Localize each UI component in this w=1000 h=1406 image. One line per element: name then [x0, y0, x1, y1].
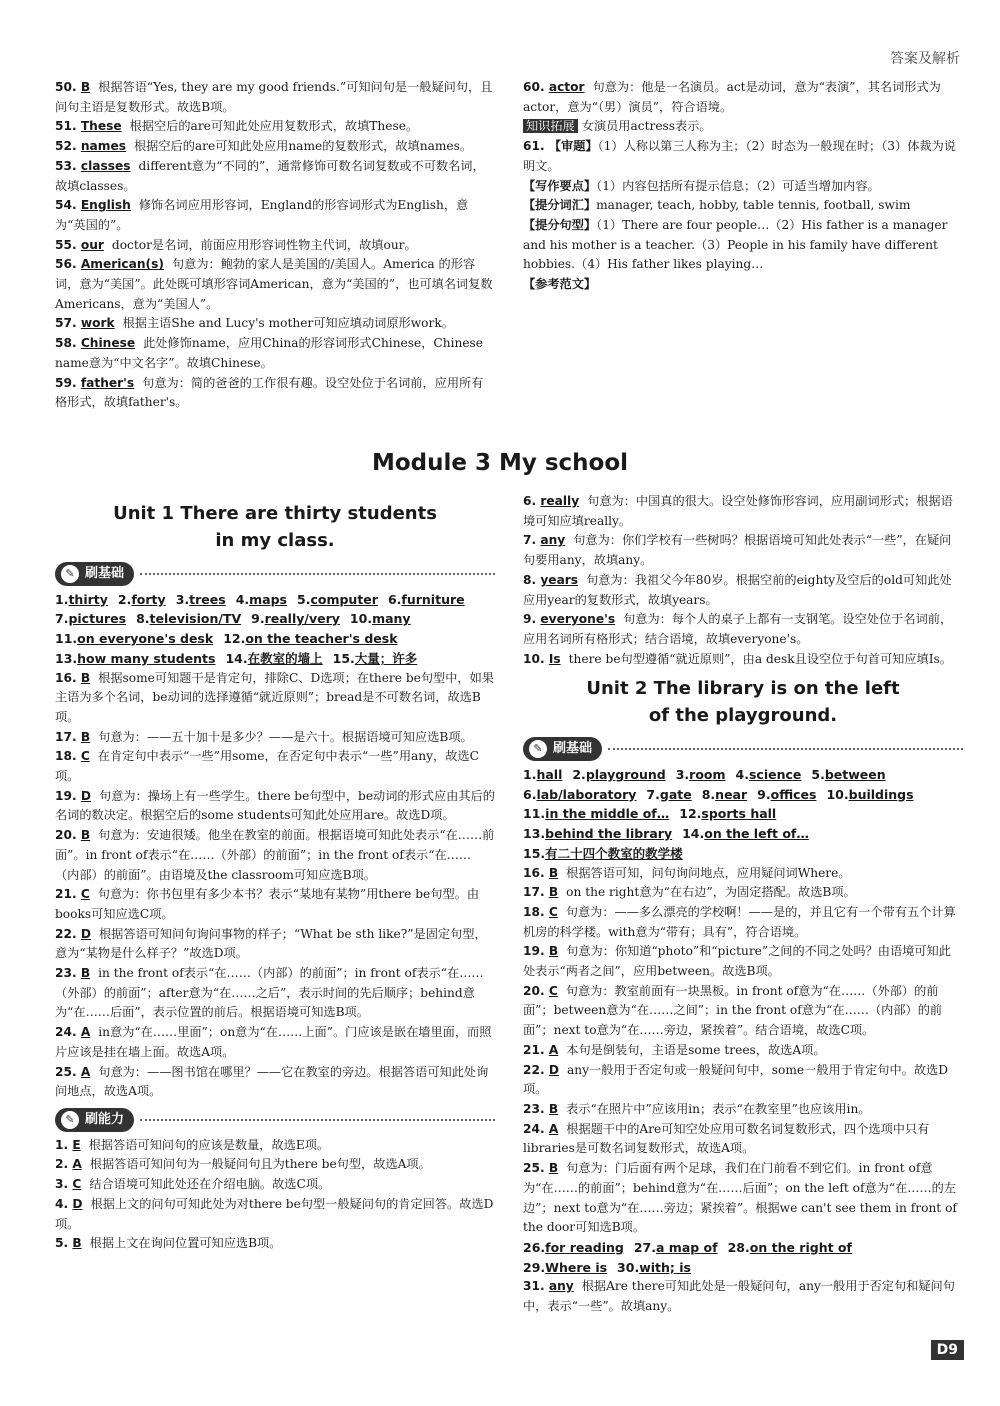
answer-key: B: [80, 966, 91, 981]
answer-item: [523, 1100, 963, 1120]
answer-item: [55, 1063, 495, 1102]
row-answer: 28.on the right of: [727, 1239, 852, 1255]
explanation: there be句型遵循“就近原则”，由a desk且设空位于句首可知应填Is。: [568, 651, 952, 666]
row-answer: 8.television/TV: [136, 611, 242, 627]
answer-key: B: [80, 80, 91, 94]
answer-item: [523, 650, 963, 670]
answer-item: [55, 669, 495, 728]
item-number: 1.: [55, 1137, 73, 1152]
row-answer: 1.hall: [523, 767, 563, 783]
explanation: 句意为：你知道“photo”和“picture”之间的不同之处吗？由语境可知此处表示“两者之间”，应用between。故选B项。: [523, 944, 951, 979]
row-answer: 3.trees: [175, 591, 226, 607]
item-number: 57.: [55, 316, 81, 331]
explanation: 句意为：我祖父今年80岁。根据空前的eighty及空后的old可知此处应用year的复数形式，故填years。: [523, 572, 952, 607]
answer-item: [55, 78, 495, 117]
knowledge-extension: 知识拓展 女演员用actress表示。: [523, 117, 963, 137]
item-number: 53.: [55, 158, 81, 173]
answer-key: B: [548, 944, 559, 959]
explanation: in意为“在……里面”；on意为“在……上面”。门应该是嵌在墙里面，而照片应该是挂在墙上面。故选A项。: [55, 1025, 492, 1059]
answer-key: work: [80, 316, 115, 331]
answer-key: These: [80, 119, 122, 134]
answer-key: years: [540, 572, 579, 587]
answer-item: [523, 883, 963, 903]
answer-key: B: [72, 1236, 82, 1251]
answer-key: Chinese: [80, 336, 136, 351]
answer-item: [523, 982, 963, 1041]
answer-item: [55, 314, 495, 334]
answer-key: B: [548, 1101, 559, 1116]
explanation: any一般用于否定句或一般疑问句中，some一般用于肯定句中。故选D项。: [523, 1062, 948, 1097]
pencil-icon: ✎: [529, 740, 547, 758]
explanation: different意为“不同的”，通常修饰可数名词复数或不可数名词，故填classes。: [55, 158, 485, 193]
item-number: 4.: [55, 1196, 73, 1211]
explanation: 句意为：门后面有两个足球，我们在门前看不到它们。in front of意为“在……的前面”；behind意为“在……后面”；on the left of意为“在……的左边”；next to意为“在……旁边；紧挨着”。根据we can't see them in front of the door可知选B项。: [523, 1161, 957, 1235]
explanation: 句意为：操场上有一些学生。there be句型中，be动词的形式应由其后的名词的数决定。根据空后的some students可知此处应用are。故选D项。: [55, 788, 495, 823]
row-answer: 30.with; is: [617, 1259, 691, 1275]
explanation: 句意为：简的爸爸的工作很有趣。设空处位于名词前，应用所有格形式，故填father's。: [55, 375, 484, 410]
answer-item: [55, 196, 495, 235]
item-number: 6.: [523, 494, 541, 508]
answer-key: B: [80, 828, 91, 843]
row-answer: 5.computer: [297, 591, 378, 607]
answer-row: [523, 844, 963, 864]
item-number: 17.: [523, 885, 549, 900]
row-answer: 10.buildings: [826, 786, 914, 802]
answer-item: [55, 157, 495, 196]
row-answer: 14.在教室的墙上: [225, 650, 323, 666]
explanation: 根据答语可知问句为一般疑问句且为there be句型，故选A项。: [89, 1157, 431, 1172]
item-number: 31.: [523, 1279, 549, 1294]
item-number: 18.: [55, 749, 81, 764]
writing-guide-item: 【提分词汇】manager, teach, hobby, table tennis, football, swim: [523, 198, 911, 213]
explanation: 根据上文的问句可知此处为对there be句型一般疑问句的肯定回答。故选D项。: [55, 1196, 494, 1231]
explanation: 根据主语She and Lucy's mother可知应填动词原形work。: [122, 316, 454, 331]
answer-key: B: [548, 865, 559, 880]
row-answer: 13.behind the library: [523, 826, 673, 842]
answer-row: [523, 1258, 963, 1278]
answer-key: B: [548, 1161, 559, 1176]
answer-row: [55, 609, 495, 629]
explanation: doctor是名词，前面应用形容词性物主代词，故填our。: [111, 237, 417, 252]
item-number: 52.: [55, 139, 81, 154]
answer-item: [55, 885, 495, 924]
item-number: 22.: [55, 926, 81, 941]
page-header: 答案及解析: [890, 51, 960, 67]
row-answer: 12.on the teacher's desk: [223, 631, 398, 647]
answer-item: [55, 1136, 495, 1156]
answer-row: [523, 804, 963, 824]
row-answer: 6.lab/laboratory: [523, 786, 637, 802]
pencil-icon: ✎: [61, 565, 79, 583]
answer-key: really: [540, 494, 580, 508]
right-top-column: [523, 78, 963, 295]
answer-item: [55, 334, 495, 373]
pencil-icon: ✎: [61, 1111, 79, 1129]
explanation: 在肯定句中表示“一些”用some，在否定句中表示“一些”用any，故选C项。: [55, 749, 479, 784]
unit1-left-column: [55, 494, 495, 1254]
answer-key: B: [548, 885, 559, 900]
answer-key: A: [72, 1157, 82, 1172]
answer-key: C: [80, 749, 90, 764]
item-number: 24.: [523, 1121, 549, 1136]
answer-key: C: [72, 1177, 82, 1192]
answer-item: [523, 1159, 963, 1238]
answer-item: [523, 1061, 963, 1100]
answer-item: [523, 492, 963, 531]
answer-item: [55, 1155, 495, 1175]
answer-key: any: [540, 533, 566, 548]
explanation: 根据空后的are可知此处应用name的复数形式，故填names。: [133, 139, 473, 154]
answer-item: [55, 747, 495, 786]
explanation: 句意为：他是一名演员。act是动词，意为“表演”，其名词形式为actor，意为“（男）演员”，符合语境。: [523, 80, 941, 114]
answer-item: [55, 964, 495, 1023]
item-number: 23.: [55, 966, 81, 981]
item-number: 8.: [523, 572, 541, 587]
answer-row: [55, 590, 495, 610]
answer-key: C: [548, 904, 558, 919]
answer-key: B: [80, 729, 91, 744]
item-number: 7.: [523, 533, 541, 548]
answer-item: [523, 571, 963, 610]
explanation: 句意为：每个人的桌子上都有一支钢笔。设空处位于名词前，应用名词所有格形式；结合语境，故填everyone's。: [523, 612, 953, 646]
row-answer: 3.room: [675, 767, 726, 783]
answer-item: [55, 826, 495, 885]
answer-key: our: [80, 237, 104, 252]
explanation: 根据题干中的Are可知空处应用可数名词复数形式，四个选项中只有libraries是可数名词复数形式，故选A项。: [523, 1121, 930, 1156]
answer-key: C: [80, 887, 90, 902]
row-answer: 10.many: [349, 611, 411, 627]
answer-item: [523, 942, 963, 981]
answer-key: any: [548, 1279, 574, 1294]
explanation: in the front of表示“在……（内部）的前面”；in front of表示“在……（外部）的前面”；after意为“在……之后”，表示时间的先后顺序；behind意为“在……后面”，表示位置的前后。根据语境可知选B项。: [55, 966, 484, 1020]
answer-item: [55, 1023, 495, 1062]
answer-item: [523, 903, 963, 942]
answer-key: D: [80, 926, 91, 941]
item-number: 22.: [523, 1062, 549, 1077]
answer-key: E: [72, 1137, 81, 1152]
item-number: 3.: [55, 1177, 73, 1192]
answer-key: father's: [80, 375, 135, 390]
item-number: 20.: [523, 983, 549, 998]
item-number: 18.: [523, 904, 549, 919]
row-answer: 4.maps: [235, 591, 287, 607]
answer-row: [523, 765, 963, 785]
explanation: on the right意为“在右边”，为固定搭配。故选B项。: [566, 885, 856, 900]
item-number: 55.: [55, 237, 81, 252]
row-answer: 2.playground: [572, 767, 666, 783]
answer-item: [55, 1175, 495, 1195]
answer-key: everyone's: [540, 612, 616, 627]
item-number: 21.: [523, 1042, 549, 1057]
row-answer: 7.pictures: [55, 611, 127, 627]
row-answer: 13.how many students: [55, 650, 216, 666]
answer-item: [55, 374, 495, 413]
explanation: 本句是倒装句，主语是some trees，故选A项。: [566, 1042, 826, 1057]
explanation: 句意为：——图书馆在哪里？——它在教室的旁边。根据答语可知此处询问地点，故选A项。: [55, 1064, 489, 1099]
section-heading: ✎ 刷能力: [55, 1108, 495, 1132]
row-answer: 2.forty: [117, 591, 166, 607]
explanation: 根据Are there可知此处是一般疑问句，any一般用于否定句和疑问句中，表示“一些”。故填any。: [523, 1279, 955, 1314]
item-number: 19.: [55, 788, 81, 803]
answer-key: American(s): [80, 257, 164, 272]
explanation: 结合语境可知此处还在介绍电脑。故选C项。: [89, 1177, 331, 1192]
explanation: 句意为：——五十加十是多少？——是六十。根据语境可知应选B项。: [98, 729, 473, 744]
unit1-unit2-right-column: [523, 492, 963, 1317]
answer-item: [523, 1277, 963, 1316]
explanation: 句意为：中国真的很大。设空处修饰形容词，应用副词形式；根据语境可知应填really。: [523, 494, 953, 528]
row-answer: 15.有二十四个教室的教学楼: [523, 845, 683, 861]
item-number: 24.: [55, 1025, 81, 1040]
unit-title: Unit 1 There are thirty students in my class.: [113, 503, 437, 551]
answer-key: names: [80, 139, 126, 154]
answer-key: D: [72, 1196, 83, 1211]
row-answer: 29.Where is: [523, 1259, 608, 1275]
row-answer: 4.science: [735, 767, 802, 783]
unit-title: Unit 2 The library is on the left of the playground.: [586, 678, 900, 727]
answer-item: [523, 78, 963, 117]
row-answer: 15.大量；许多: [332, 650, 418, 666]
answer-key: A: [548, 1042, 559, 1057]
explanation: 句意为：你们学校有一些树吗？根据语境可知此处表示“一些”，在疑问句要用any，故填any。: [523, 533, 952, 568]
row-answer: 7.gate: [646, 786, 692, 802]
item-number: 19.: [523, 944, 549, 959]
explanation: 句意为：你书包里有多少本书？表示“某地有某物”用there be句型。由books可知应选C项。: [55, 887, 480, 921]
item-number: 54.: [55, 198, 81, 213]
explanation: 根据some可知题干是肯定句，排除C、D选项；在there be句型中，如果主语为多个名词，be动词的选择遵循“就近原则”；bread是不可数名词，故选B项。: [55, 670, 494, 724]
explanation: 根据答语可知问句的应该是数量，故选E项。: [88, 1137, 330, 1152]
section-heading: ✎ 刷基础: [55, 562, 495, 586]
row-answer: 27.a map of: [633, 1239, 718, 1255]
row-answer: 9.offices: [757, 786, 817, 802]
left-top-column: [55, 78, 495, 413]
item-number: 23.: [523, 1101, 549, 1116]
answer-item: [55, 255, 495, 314]
answer-row: [523, 1238, 963, 1258]
item-number: 9.: [523, 612, 541, 627]
answer-item: [55, 1195, 495, 1234]
module-title: Module 3 My school: [371, 450, 629, 476]
answer-key: C: [548, 983, 558, 998]
answer-key: B: [80, 670, 91, 685]
item-number: 10.: [523, 651, 549, 666]
page-number: D9: [931, 1340, 964, 1360]
item-number: 20.: [55, 828, 81, 843]
row-answer: 5.between: [811, 767, 886, 783]
answer-item: [523, 1041, 963, 1061]
answer-item: [523, 531, 963, 570]
answer-item: [55, 787, 495, 826]
explanation: 根据答语可知问句询问事物的样子；“What be sth like?”是固定句型，意为“某物是什么样子？”故选D项。: [55, 926, 487, 961]
row-answer: 11.in the middle of…: [523, 806, 670, 822]
row-answer: 14.on the left of…: [682, 826, 809, 842]
item-number: 56.: [55, 257, 81, 272]
row-answer: 1.thirty: [55, 591, 108, 607]
answer-key: Is: [548, 651, 561, 666]
answer-item: [55, 236, 495, 256]
explanation: 此处修饰name，应用China的形容词形式Chinese，Chinese name意为“中文名字”。故填Chinese。: [55, 336, 484, 370]
answer-key: A: [80, 1064, 91, 1079]
item-number: 16.: [55, 670, 81, 685]
answer-key: English: [80, 198, 131, 213]
answer-item: [55, 728, 495, 748]
item-number: 17.: [55, 729, 81, 744]
item-number: 21.: [55, 887, 81, 902]
writing-guide-item: 【写作要点】（1）内容包括所有提示信息；（2）可适当增加内容。: [523, 178, 880, 193]
explanation: 句意为：安迪很矮。他坐在教室的前面。根据语境可知此处表示“在……前面”。in front of表示“在……（外部）的前面”；in the front of表示“在……（内部）的前面”。由语境及the classroom可知应选B项。: [55, 828, 495, 882]
item-number: 16.: [523, 865, 549, 880]
explanation: 修饰名词应用形容词，England的形容词形式为English，意为“英国的”。: [55, 198, 469, 232]
answer-key: A: [548, 1121, 559, 1136]
answer-item: [523, 610, 963, 649]
explanation: 根据答语“Yes, they are my good friends.”可知问句是一般疑问句，且问句主语是复数形式。故选B项。: [55, 80, 493, 114]
answer-key: A: [80, 1025, 91, 1040]
explanation: 句意为：教室前面有一块黑板。in front of意为“在……（外部）的前面”；between意为“在……之间”；in the front of意为“在……（内部）的前面”；next to意为“在……旁边，紧挨着”。结合语境，故选C项。: [523, 983, 943, 1038]
item-number: 25.: [523, 1161, 549, 1176]
explanation: 句意为：鲍勃的家人是美国的/美国人。America 的形容词，意为“美国”。此处既可填形容词American，意为“美国的”，也可填名词复数Americans，意为“美国人”。: [55, 257, 493, 311]
answer-item: [55, 117, 495, 137]
item-number: 51.: [55, 119, 81, 134]
answer-key: D: [80, 788, 91, 803]
answer-item: [523, 1120, 963, 1159]
row-answer: 26.for reading: [523, 1239, 624, 1255]
answer-key: classes: [80, 158, 131, 173]
item-number: 5.: [55, 1236, 73, 1251]
row-answer: 9.really/very: [251, 611, 340, 627]
item-number: 25.: [55, 1064, 81, 1079]
answer-item: [523, 864, 963, 884]
explanation: 表示“在照片中”应该用in；表示“在教室里”也应该用in。: [566, 1101, 871, 1116]
answer-row: [523, 824, 963, 844]
row-answer: 12.sports hall: [679, 806, 777, 822]
writing-guide-item: 61. 【审题】（1）人称以第三人称为主；（2）时态为一般现在时；（3）体裁为说明文。: [523, 139, 956, 173]
answer-item: [55, 1234, 495, 1254]
answer-key: actor: [548, 80, 585, 94]
answer-key: D: [548, 1062, 559, 1077]
explanation: 根据空后的are可知此处应用复数形式，故填These。: [129, 119, 419, 134]
item-number: 60.: [523, 80, 549, 94]
explanation: 句意为：——多么漂亮的学校啊！——是的，并且它有一个带有五个计算机房的科学楼。with意为“带有；具有”，符合语境。: [523, 904, 956, 939]
row-answer: 8.near: [701, 786, 748, 802]
row-answer: 11.on everyone's desk: [55, 631, 214, 647]
explanation: 根据上文在询问位置可知应选B项。: [89, 1236, 282, 1251]
item-number: 58.: [55, 336, 81, 351]
section-heading: ✎ 刷基础: [523, 737, 963, 761]
answer-item: [55, 925, 495, 964]
answer-row: [55, 629, 495, 649]
explanation: 根据答语可知，问句询问地点，应用疑问词Where。: [566, 865, 851, 880]
writing-guide-item: 【提分句型】（1）There are four people…（2）His father is a manager and his mother is a teacher.（3）People in his family have different hobbies.（4）His father likes playing…: [523, 217, 948, 272]
answer-item: [55, 137, 495, 157]
answer-row: [55, 649, 495, 669]
item-number: 50.: [55, 80, 81, 94]
item-number: 59.: [55, 375, 81, 390]
item-number: 2.: [55, 1157, 73, 1172]
row-answer: 6.furniture: [387, 591, 465, 607]
writing-guide-item: 【参考范文】: [523, 277, 597, 292]
answer-row: [523, 785, 963, 805]
